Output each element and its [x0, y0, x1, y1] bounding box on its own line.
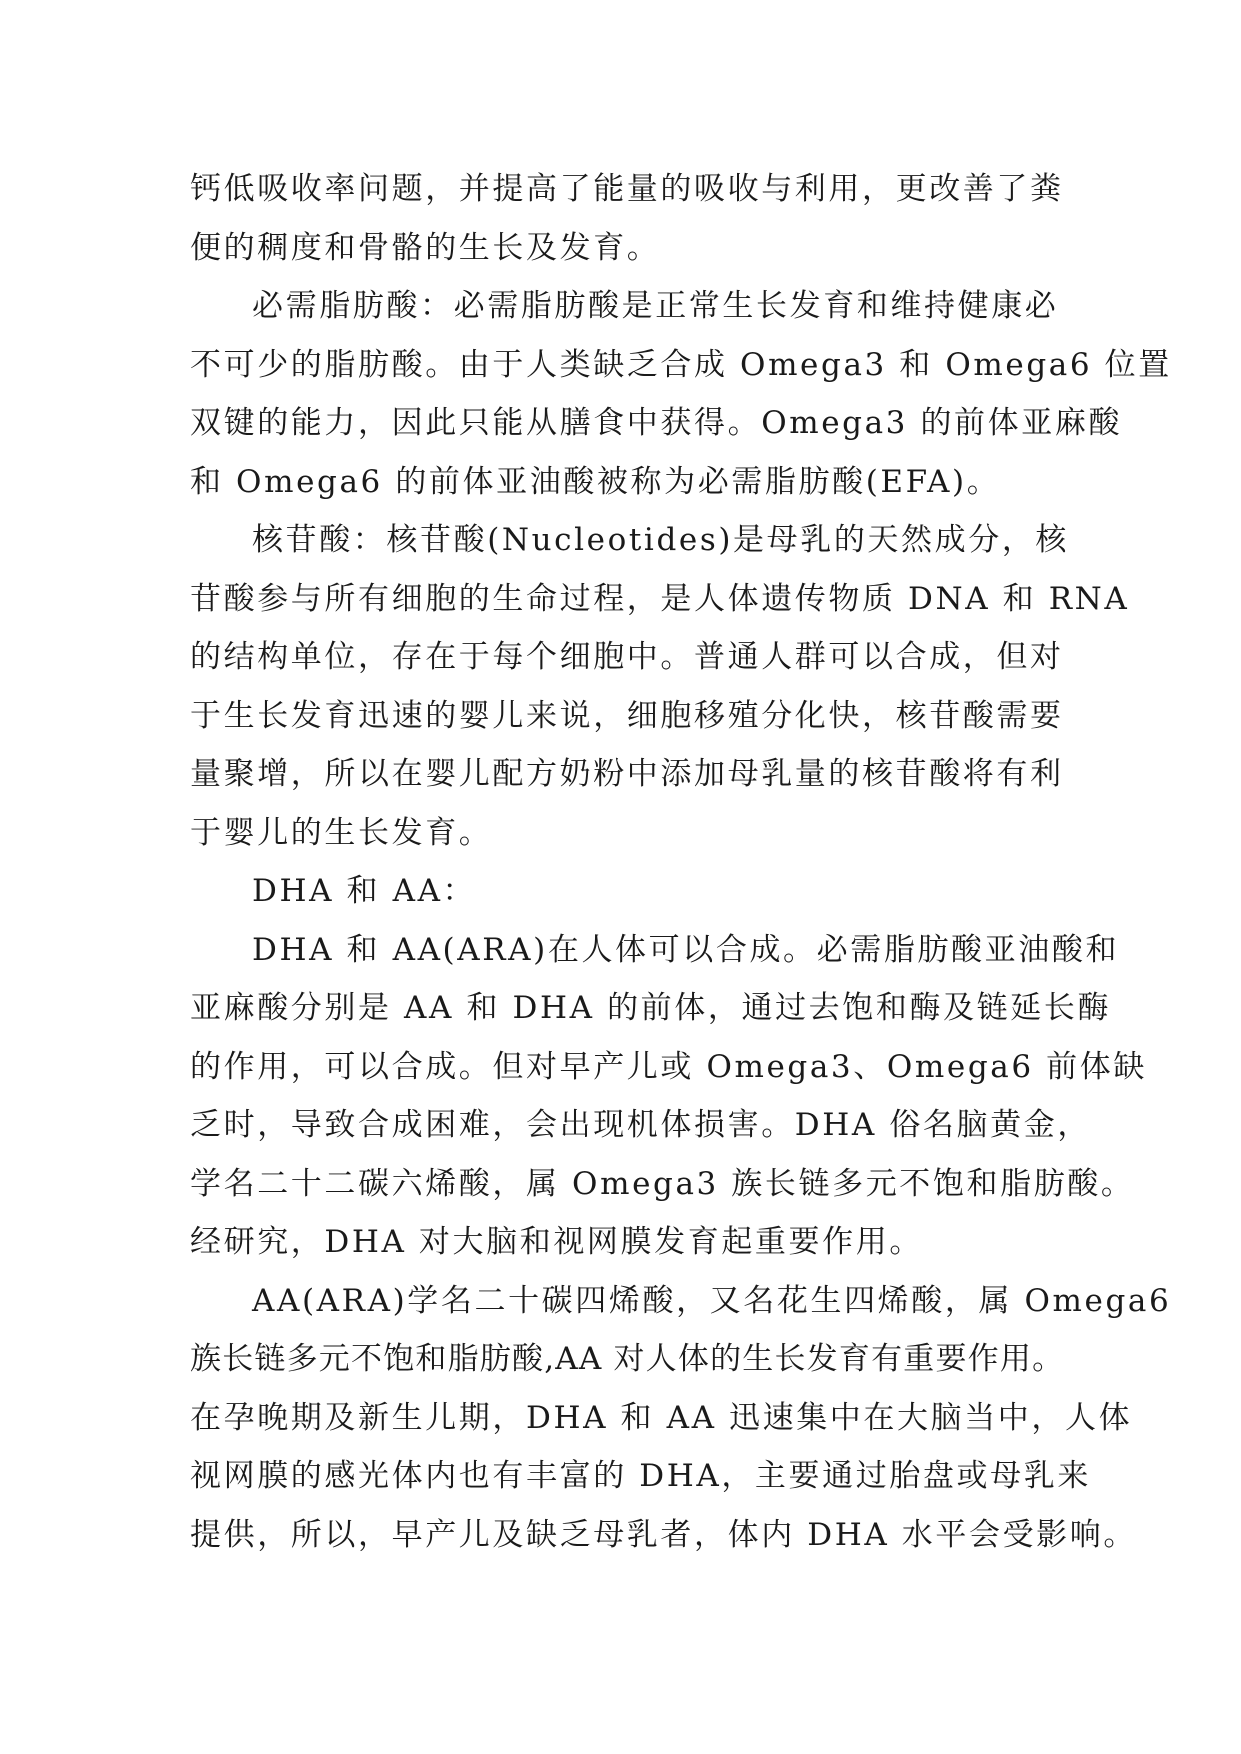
document-body	[190, 160, 1172, 1564]
text-line-4: 不可少的脂肪酸。由于人类缺乏合成 Omega3 和 Omega6 位置	[190, 346, 1172, 383]
text-line-14: DHA 和 AA(ARA)在人体可以合成。必需脂肪酸亚油酸和	[252, 931, 1120, 968]
text-line-13: DHA 和 AA：	[252, 873, 477, 909]
text-line-2: 便的稠度和骨骼的生长及发育。	[190, 229, 661, 266]
text-line-15: 亚麻酸分别是 AA 和 DHA 的前体，通过去饱和酶及链延长酶	[190, 990, 1112, 1026]
text-line-18: 学名二十二碳六烯酸，属 Omega3 族长链多元不饱和脂肪酸。	[190, 1165, 1135, 1202]
text-line-1: 钙低吸收率问题，并提高了能量的吸收与利用，更改善了粪	[190, 171, 1064, 207]
text-line-24: 提供，所以，早产儿及缺乏母乳者，体内 DHA 水平会受影响。	[190, 1516, 1137, 1553]
text-line-17: 乏时，导致合成困难，会出现机体损害。DHA 俗名脑黄金，	[190, 1107, 1091, 1143]
text-line-16: 的作用，可以合成。但对早产儿或 Omega3、Omega6 前体缺	[190, 1048, 1147, 1085]
text-line-5: 双键的能力，因此只能从膳食中获得。Omega3 的前体亚麻酸	[190, 405, 1123, 441]
text-line-23: 视网膜的感光体内也有丰富的 DHA，主要通过胎盘或母乳来	[190, 1458, 1091, 1494]
text-line-10: 于生长发育迅速的婴儿来说，细胞移殖分化快，核苷酸需要	[190, 697, 1064, 734]
text-line-3: 必需脂肪酸：必需脂肪酸是正常生长发育和维持健康必	[252, 288, 1059, 324]
text-line-9: 的结构单位，存在于每个细胞中。普通人群可以合成，但对	[190, 639, 1064, 675]
text-line-6: 和 Omega6 的前体亚油酸被称为必需脂肪酸(EFA)。	[190, 463, 1001, 500]
text-line-11: 量聚增，所以在婴儿配方奶粉中添加母乳量的核苷酸将有利	[190, 756, 1064, 792]
text-line-20: AA(ARA)学名二十碳四烯酸，又名花生四烯酸，属 Omega6	[252, 1282, 1172, 1319]
text-line-21: 族长链多元不饱和脂肪酸,AA 对人体的生长发育有重要作用。	[190, 1341, 1065, 1377]
text-line-8: 苷酸参与所有细胞的生命过程，是人体遗传物质 DNA 和 RNA	[190, 580, 1130, 617]
text-line-22: 在孕晚期及新生儿期，DHA 和 AA 迅速集中在大脑当中，人体	[190, 1399, 1133, 1436]
text-line-12: 于婴儿的生长发育。	[190, 814, 493, 851]
text-line-19: 经研究，DHA 对大脑和视网膜发育起重要作用。	[190, 1224, 923, 1260]
text-line-7: 核苷酸：核苷酸(Nucleotides)是母乳的天然成分，核	[252, 522, 1070, 558]
